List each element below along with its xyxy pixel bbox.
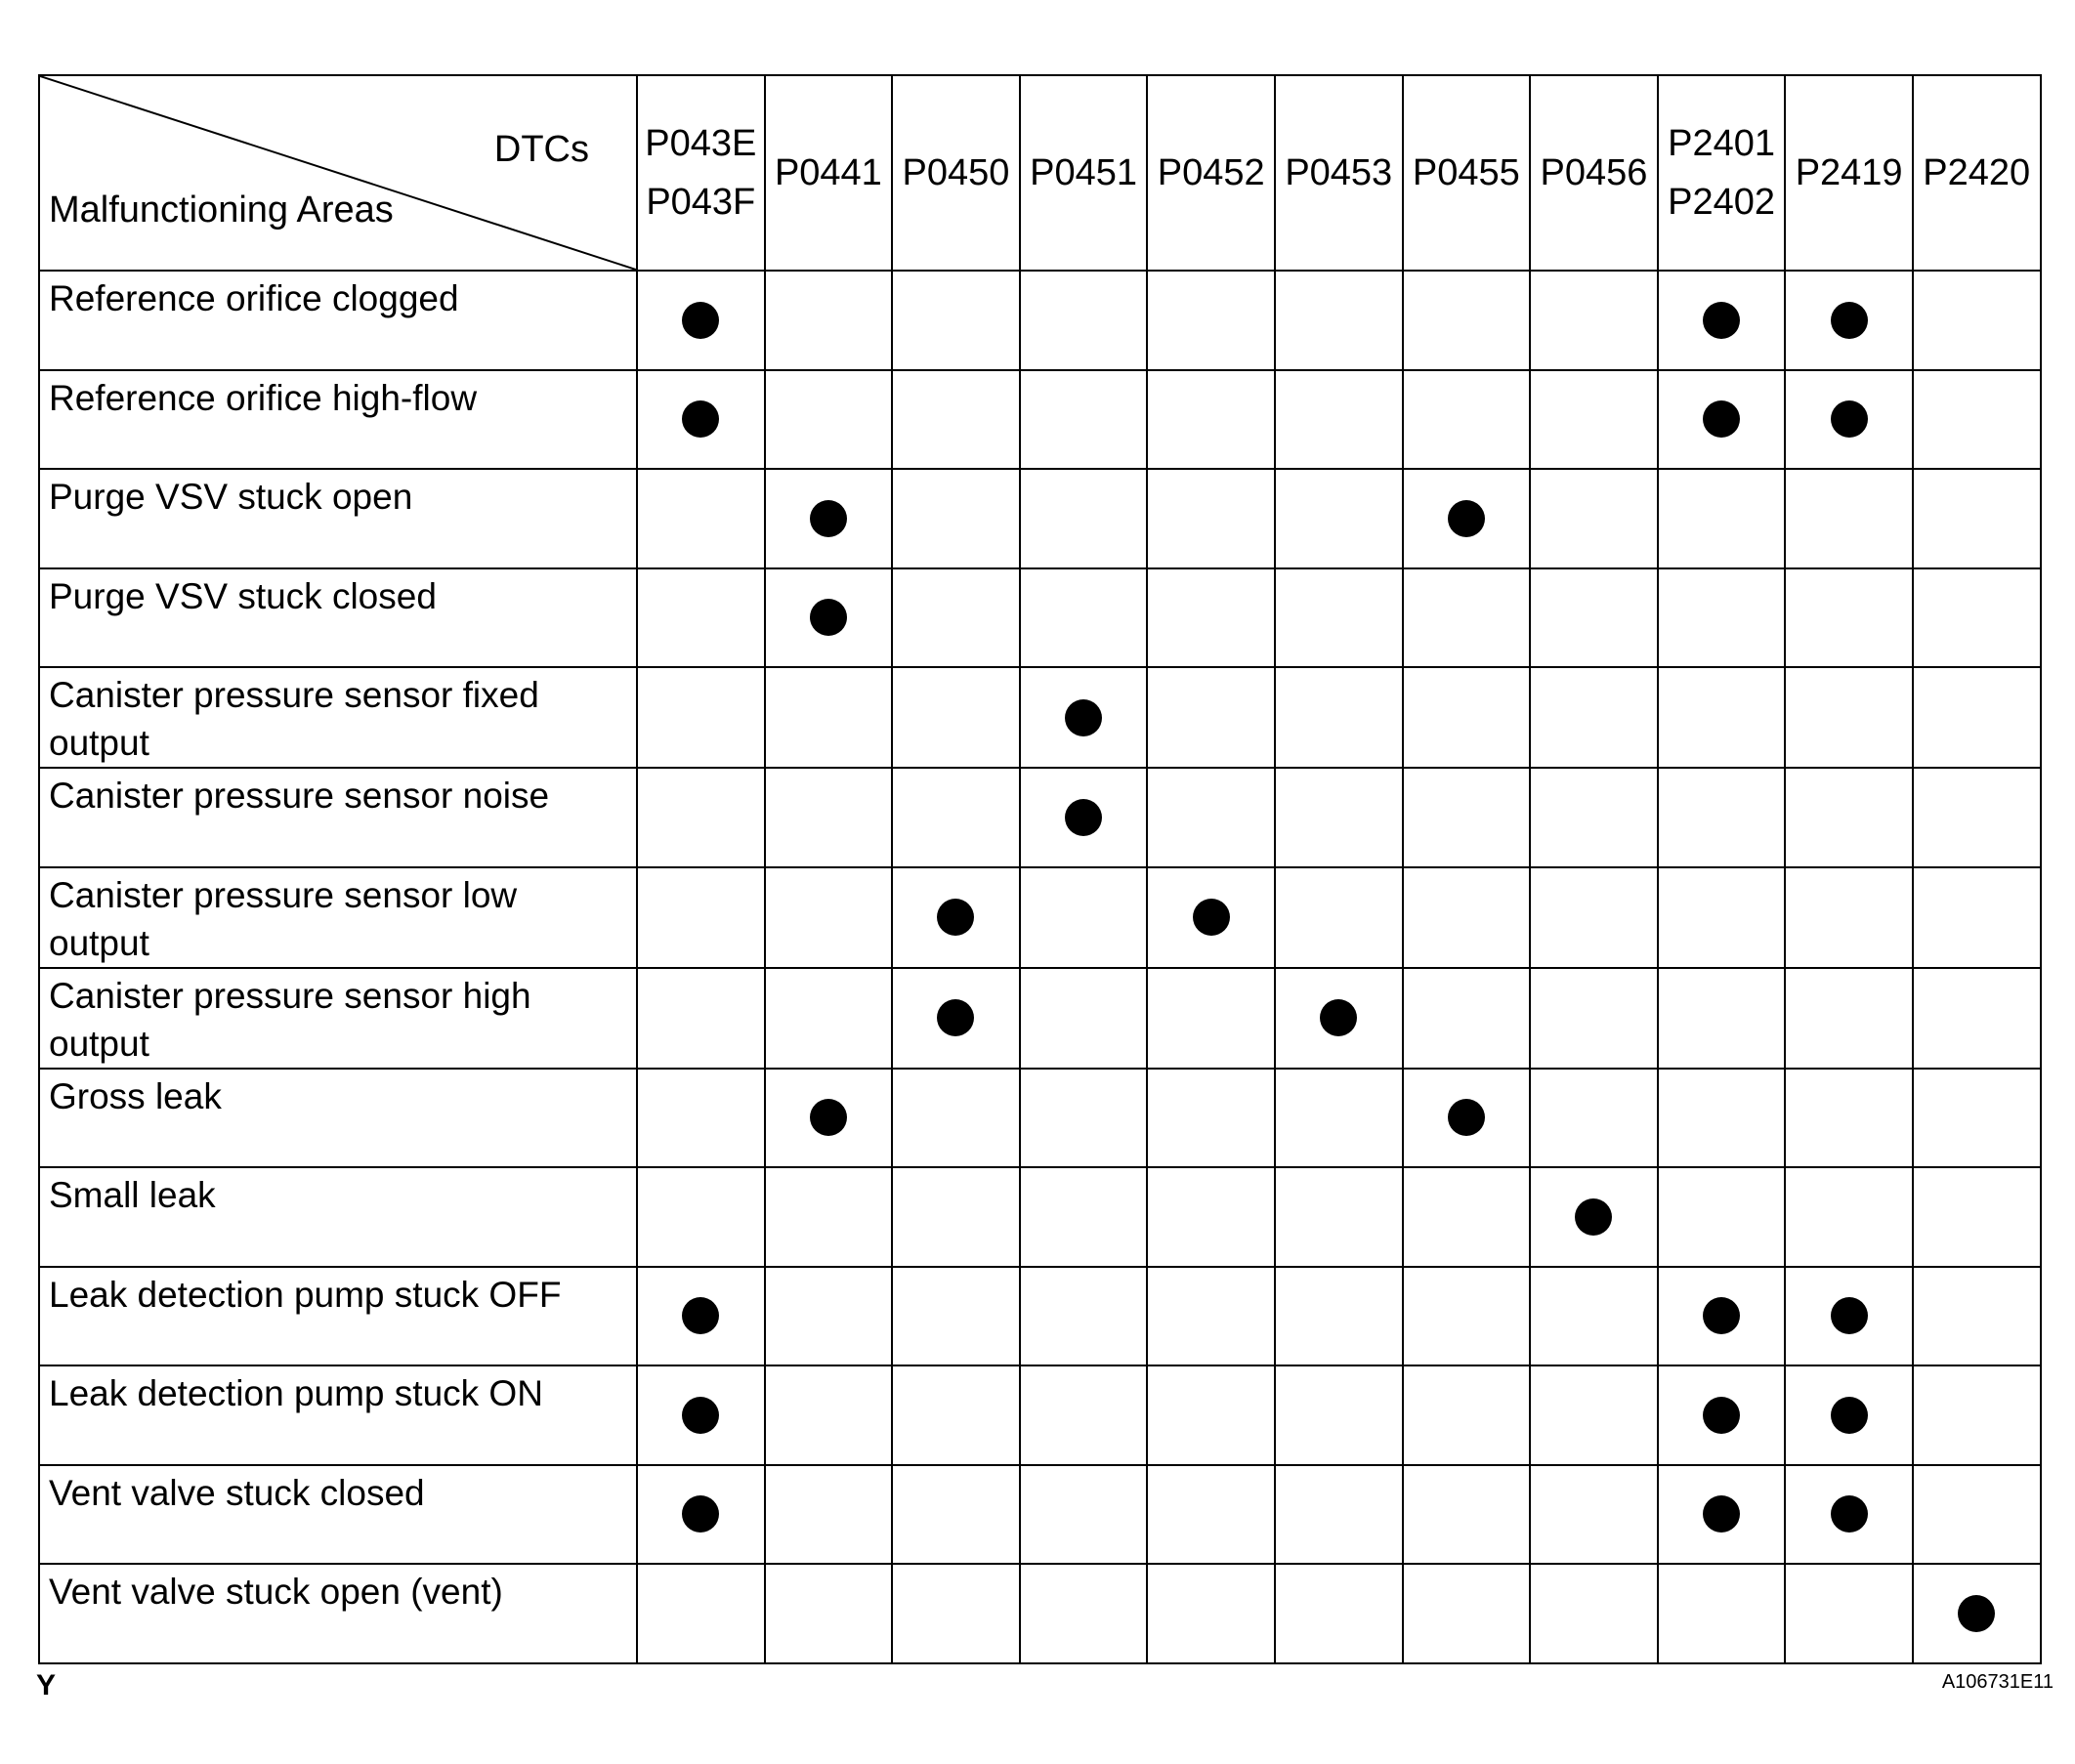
dtc-code: P2402	[1668, 182, 1775, 223]
matrix-cell	[1275, 1465, 1403, 1565]
malfunction-area-cell	[39, 1167, 637, 1267]
matrix-cell	[1913, 1167, 2041, 1267]
matrix-cell	[765, 667, 893, 768]
matrix-cell	[1530, 1069, 1658, 1168]
applicable-dot	[1193, 899, 1230, 936]
matrix-cell	[1147, 667, 1275, 768]
dtc-code: P0456	[1540, 152, 1648, 193]
applicable-dot	[1448, 500, 1485, 537]
matrix-cell	[1275, 370, 1403, 470]
malfunction-area-label: Purge VSV stuck closed	[49, 575, 437, 616]
matrix-cell	[1913, 1365, 2041, 1465]
matrix-cell	[1403, 271, 1531, 370]
matrix-cell	[1020, 1564, 1148, 1663]
matrix-cell	[892, 867, 1020, 968]
matrix-cell	[1020, 370, 1148, 470]
matrix-cell	[1275, 968, 1403, 1069]
matrix-cell	[1658, 667, 1786, 768]
matrix-cell	[1147, 1465, 1275, 1565]
matrix-cell	[1913, 1465, 2041, 1565]
matrix-cell	[1147, 1167, 1275, 1267]
matrix-cell	[1785, 667, 1913, 768]
matrix-cell	[1913, 271, 2041, 370]
matrix-cell	[1403, 469, 1531, 568]
matrix-cell	[892, 1365, 1020, 1465]
matrix-cell	[1275, 1167, 1403, 1267]
matrix-cell	[1403, 867, 1531, 968]
applicable-dot	[810, 1099, 847, 1136]
applicable-dot	[1703, 400, 1740, 438]
applicable-dot	[682, 1397, 719, 1434]
matrix-cell	[1913, 667, 2041, 768]
matrix-cell	[1658, 1267, 1786, 1366]
applicable-dot	[937, 899, 974, 936]
malfunction-area-label: Gross leak	[49, 1075, 222, 1116]
matrix-cell	[637, 768, 765, 867]
applicable-dot	[1703, 1397, 1740, 1434]
matrix-cell	[765, 469, 893, 568]
matrix-cell	[892, 768, 1020, 867]
matrix-cell	[1785, 1069, 1913, 1168]
dtc-column-header	[1020, 75, 1148, 271]
applicable-dot	[1448, 1099, 1485, 1136]
dtc-column-header	[1275, 75, 1403, 271]
matrix-cell	[1658, 1564, 1786, 1663]
footer-left-mark: Y	[36, 1669, 57, 1701]
malfunction-area-cell	[39, 1564, 637, 1663]
malfunction-area-label: Canister pressure sensor fixed output	[49, 675, 539, 763]
matrix-cell	[1020, 568, 1148, 668]
dtc-code: P0455	[1412, 152, 1520, 193]
dtc-code: P0453	[1285, 152, 1393, 193]
dtc-code: P0441	[774, 152, 882, 193]
matrix-cell	[1658, 1167, 1786, 1267]
matrix-cell	[1785, 768, 1913, 867]
matrix-cell	[637, 469, 765, 568]
matrix-cell	[765, 1167, 893, 1267]
matrix-cell	[1020, 1465, 1148, 1565]
matrix-cell	[765, 370, 893, 470]
matrix-cell	[1530, 1167, 1658, 1267]
matrix-cell	[892, 370, 1020, 470]
matrix-cell	[1530, 271, 1658, 370]
matrix-cell	[1530, 469, 1658, 568]
matrix-cell	[1275, 271, 1403, 370]
malfunction-area-cell	[39, 968, 637, 1069]
matrix-cell	[1530, 1267, 1658, 1366]
matrix-cell	[1530, 867, 1658, 968]
matrix-cell	[1658, 568, 1786, 668]
corner-header-cell	[39, 75, 637, 271]
diagonal-divider	[40, 76, 636, 270]
dtc-code: P0450	[902, 152, 1010, 193]
malfunction-area-cell	[39, 1365, 637, 1465]
matrix-cell	[1658, 768, 1786, 867]
matrix-cell	[1403, 1365, 1531, 1465]
header-row	[39, 75, 2041, 271]
matrix-cell	[1785, 469, 1913, 568]
matrix-cell	[637, 370, 765, 470]
matrix-cell	[1020, 667, 1148, 768]
table-row	[39, 867, 2041, 968]
dtc-column-header	[1785, 75, 1913, 271]
matrix-cell	[637, 1167, 765, 1267]
matrix-cell	[637, 968, 765, 1069]
malfunction-area-cell	[39, 1069, 637, 1168]
applicable-dot	[1958, 1595, 1995, 1632]
matrix-cell	[1913, 370, 2041, 470]
matrix-cell	[1530, 370, 1658, 470]
matrix-cell	[1530, 1365, 1658, 1465]
malfunction-area-label: Purge VSV stuck open	[49, 477, 413, 517]
dtc-column-header	[1530, 75, 1658, 271]
matrix-cell	[1403, 667, 1531, 768]
applicable-dot	[1575, 1198, 1612, 1236]
table-row	[39, 1365, 2041, 1465]
matrix-cell	[765, 968, 893, 1069]
malfunction-area-cell	[39, 469, 637, 568]
matrix-cell	[1147, 568, 1275, 668]
matrix-cell	[1658, 370, 1786, 470]
matrix-cell	[1403, 968, 1531, 1069]
malfunction-area-label: Small leak	[49, 1175, 216, 1215]
matrix-cell	[1403, 768, 1531, 867]
table-row	[39, 1267, 2041, 1366]
matrix-cell	[1020, 271, 1148, 370]
matrix-cell	[765, 1267, 893, 1366]
applicable-dot	[682, 400, 719, 438]
table-row	[39, 1167, 2041, 1267]
matrix-cell	[765, 1465, 893, 1565]
matrix-cell	[765, 1564, 893, 1663]
table-row	[39, 768, 2041, 867]
matrix-cell	[1913, 1069, 2041, 1168]
matrix-cell	[1275, 1564, 1403, 1663]
applicable-dot	[1065, 699, 1102, 736]
matrix-cell	[1275, 1069, 1403, 1168]
applicable-dot	[682, 1495, 719, 1533]
table-row	[39, 271, 2041, 370]
matrix-cell	[765, 867, 893, 968]
figure-id: A106731E11	[1941, 1671, 2054, 1693]
matrix-cell	[1658, 968, 1786, 1069]
matrix-cell	[1020, 768, 1148, 867]
matrix-cell	[1275, 768, 1403, 867]
applicable-dot	[682, 302, 719, 339]
malfunction-area-cell	[39, 1465, 637, 1565]
matrix-cell	[1147, 1365, 1275, 1465]
matrix-cell	[1785, 867, 1913, 968]
matrix-cell	[1530, 1465, 1658, 1565]
matrix-cell	[1147, 968, 1275, 1069]
matrix-cell	[1403, 1167, 1531, 1267]
matrix-cell	[637, 271, 765, 370]
matrix-cell	[1530, 568, 1658, 668]
dtc-code: P043F	[646, 182, 756, 223]
malfunction-area-label: Canister pressure sensor noise	[49, 776, 550, 816]
matrix-cell	[1785, 271, 1913, 370]
matrix-cell	[1530, 768, 1658, 867]
malfunction-area-label: Vent valve stuck open (vent)	[49, 1572, 503, 1612]
matrix-cell	[1275, 1267, 1403, 1366]
matrix-cell	[1147, 768, 1275, 867]
matrix-cell	[1913, 568, 2041, 668]
dtc-code: P0451	[1030, 152, 1138, 193]
table-row	[39, 568, 2041, 668]
matrix-cell	[1147, 271, 1275, 370]
dtc-code: P2419	[1795, 152, 1903, 193]
table-row	[39, 968, 2041, 1069]
malfunction-area-cell	[39, 271, 637, 370]
applicable-dot	[682, 1297, 719, 1334]
dtc-column-header	[1913, 75, 2041, 271]
matrix-cell	[1658, 271, 1786, 370]
matrix-cell	[1403, 1069, 1531, 1168]
matrix-cell	[637, 1365, 765, 1465]
malfunction-area-cell	[39, 768, 637, 867]
matrix-cell	[1020, 968, 1148, 1069]
matrix-cell	[1913, 1267, 2041, 1366]
malfunction-area-label: Reference orifice clogged	[49, 278, 459, 318]
applicable-dot	[1320, 999, 1357, 1036]
matrix-cell	[1658, 867, 1786, 968]
applicable-dot	[1065, 799, 1102, 836]
matrix-cell	[1403, 1267, 1531, 1366]
matrix-cell	[1913, 968, 2041, 1069]
matrix-cell	[1147, 1564, 1275, 1663]
matrix-cell	[1658, 1069, 1786, 1168]
matrix-cell	[1020, 1069, 1148, 1168]
malfunction-area-cell	[39, 867, 637, 968]
matrix-cell	[1658, 1365, 1786, 1465]
matrix-cell	[1785, 1267, 1913, 1366]
matrix-cell	[892, 1465, 1020, 1565]
applicable-dot	[1831, 302, 1868, 339]
dtc-code: P2420	[1923, 152, 2031, 193]
matrix-cell	[1785, 968, 1913, 1069]
matrix-cell	[1020, 1365, 1148, 1465]
matrix-cell	[1403, 370, 1531, 470]
matrix-cell	[1275, 1365, 1403, 1465]
matrix-cell	[1147, 469, 1275, 568]
malfunction-area-label: Leak detection pump stuck ON	[49, 1373, 543, 1413]
matrix-cell	[892, 469, 1020, 568]
malfunctioning-areas-header-label: Malfunctioning Areas	[49, 189, 394, 231]
applicable-dot	[1703, 302, 1740, 339]
matrix-cell	[892, 1564, 1020, 1663]
dtc-column-header	[1403, 75, 1531, 271]
matrix-cell	[1147, 370, 1275, 470]
matrix-cell	[637, 667, 765, 768]
matrix-cell	[1403, 568, 1531, 668]
applicable-dot	[1831, 1297, 1868, 1334]
applicable-dot	[1831, 1495, 1868, 1533]
matrix-cell	[1275, 469, 1403, 568]
malfunction-area-label: Canister pressure sensor high output	[49, 975, 531, 1064]
table-row	[39, 667, 2041, 768]
matrix-cell	[1275, 667, 1403, 768]
applicable-dot	[1831, 1397, 1868, 1434]
malfunction-area-label: Vent valve stuck closed	[49, 1472, 425, 1513]
matrix-cell	[1147, 1069, 1275, 1168]
matrix-cell	[765, 768, 893, 867]
applicable-dot	[937, 999, 974, 1036]
dtc-code: P043E	[645, 123, 757, 164]
matrix-cell	[1913, 469, 2041, 568]
matrix-cell	[765, 271, 893, 370]
matrix-cell	[1020, 469, 1148, 568]
matrix-cell	[1785, 1465, 1913, 1565]
matrix-cell	[765, 568, 893, 668]
dtc-column-header	[1147, 75, 1275, 271]
table-row	[39, 370, 2041, 470]
malfunction-area-label: Canister pressure sensor low output	[49, 874, 518, 963]
matrix-cell	[1147, 1267, 1275, 1366]
matrix-cell	[1403, 1465, 1531, 1565]
matrix-cell	[892, 667, 1020, 768]
matrix-cell	[765, 1069, 893, 1168]
table-row	[39, 469, 2041, 568]
matrix-cell	[892, 568, 1020, 668]
applicable-dot	[1831, 400, 1868, 438]
matrix-cell	[765, 1365, 893, 1465]
matrix-cell	[1785, 1564, 1913, 1663]
malfunction-area-cell	[39, 1267, 637, 1366]
matrix-cell	[637, 1267, 765, 1366]
matrix-cell	[1275, 867, 1403, 968]
malfunction-area-label: Reference orifice high-flow	[49, 377, 478, 418]
matrix-cell	[1530, 667, 1658, 768]
matrix-cell	[637, 1465, 765, 1565]
malfunction-area-cell	[39, 568, 637, 668]
applicable-dot	[1703, 1297, 1740, 1334]
matrix-cell	[637, 867, 765, 968]
matrix-cell	[1913, 1564, 2041, 1663]
matrix-cell	[637, 1069, 765, 1168]
dtc-column-header	[892, 75, 1020, 271]
dtc-malfunction-matrix	[38, 74, 2042, 1664]
dtc-column-header	[637, 75, 765, 271]
malfunction-area-label: Leak detection pump stuck OFF	[49, 1274, 562, 1315]
table-row	[39, 1069, 2041, 1168]
dtc-code: P2401	[1668, 123, 1775, 164]
matrix-cell	[637, 568, 765, 668]
matrix-cell	[1403, 1564, 1531, 1663]
applicable-dot	[810, 500, 847, 537]
matrix-cell	[892, 1167, 1020, 1267]
matrix-cell	[1785, 1365, 1913, 1465]
matrix-cell	[1530, 968, 1658, 1069]
matrix-cell	[1275, 568, 1403, 668]
dtcs-header-label: DTCs	[493, 129, 589, 170]
matrix-cell	[892, 271, 1020, 370]
matrix-cell	[1147, 867, 1275, 968]
matrix-cell	[1785, 1167, 1913, 1267]
dtc-code: P0452	[1157, 152, 1265, 193]
matrix-cell	[1020, 1167, 1148, 1267]
dtc-column-header	[765, 75, 893, 271]
matrix-cell	[892, 1069, 1020, 1168]
matrix-cell	[892, 1267, 1020, 1366]
matrix-cell	[1020, 1267, 1148, 1366]
applicable-dot	[810, 599, 847, 636]
dtc-column-header	[1658, 75, 1786, 271]
matrix-cell	[1785, 370, 1913, 470]
matrix-cell	[1658, 1465, 1786, 1565]
matrix-cell	[1658, 469, 1786, 568]
applicable-dot	[1703, 1495, 1740, 1533]
matrix-cell	[1913, 768, 2041, 867]
malfunction-area-cell	[39, 667, 637, 768]
matrix-cell	[1020, 867, 1148, 968]
matrix-cell	[1913, 867, 2041, 968]
table-row	[39, 1465, 2041, 1565]
matrix-cell	[892, 968, 1020, 1069]
matrix-cell	[637, 1564, 765, 1663]
matrix-cell	[1530, 1564, 1658, 1663]
table-row	[39, 1564, 2041, 1663]
malfunction-area-cell	[39, 370, 637, 470]
matrix-cell	[1785, 568, 1913, 668]
